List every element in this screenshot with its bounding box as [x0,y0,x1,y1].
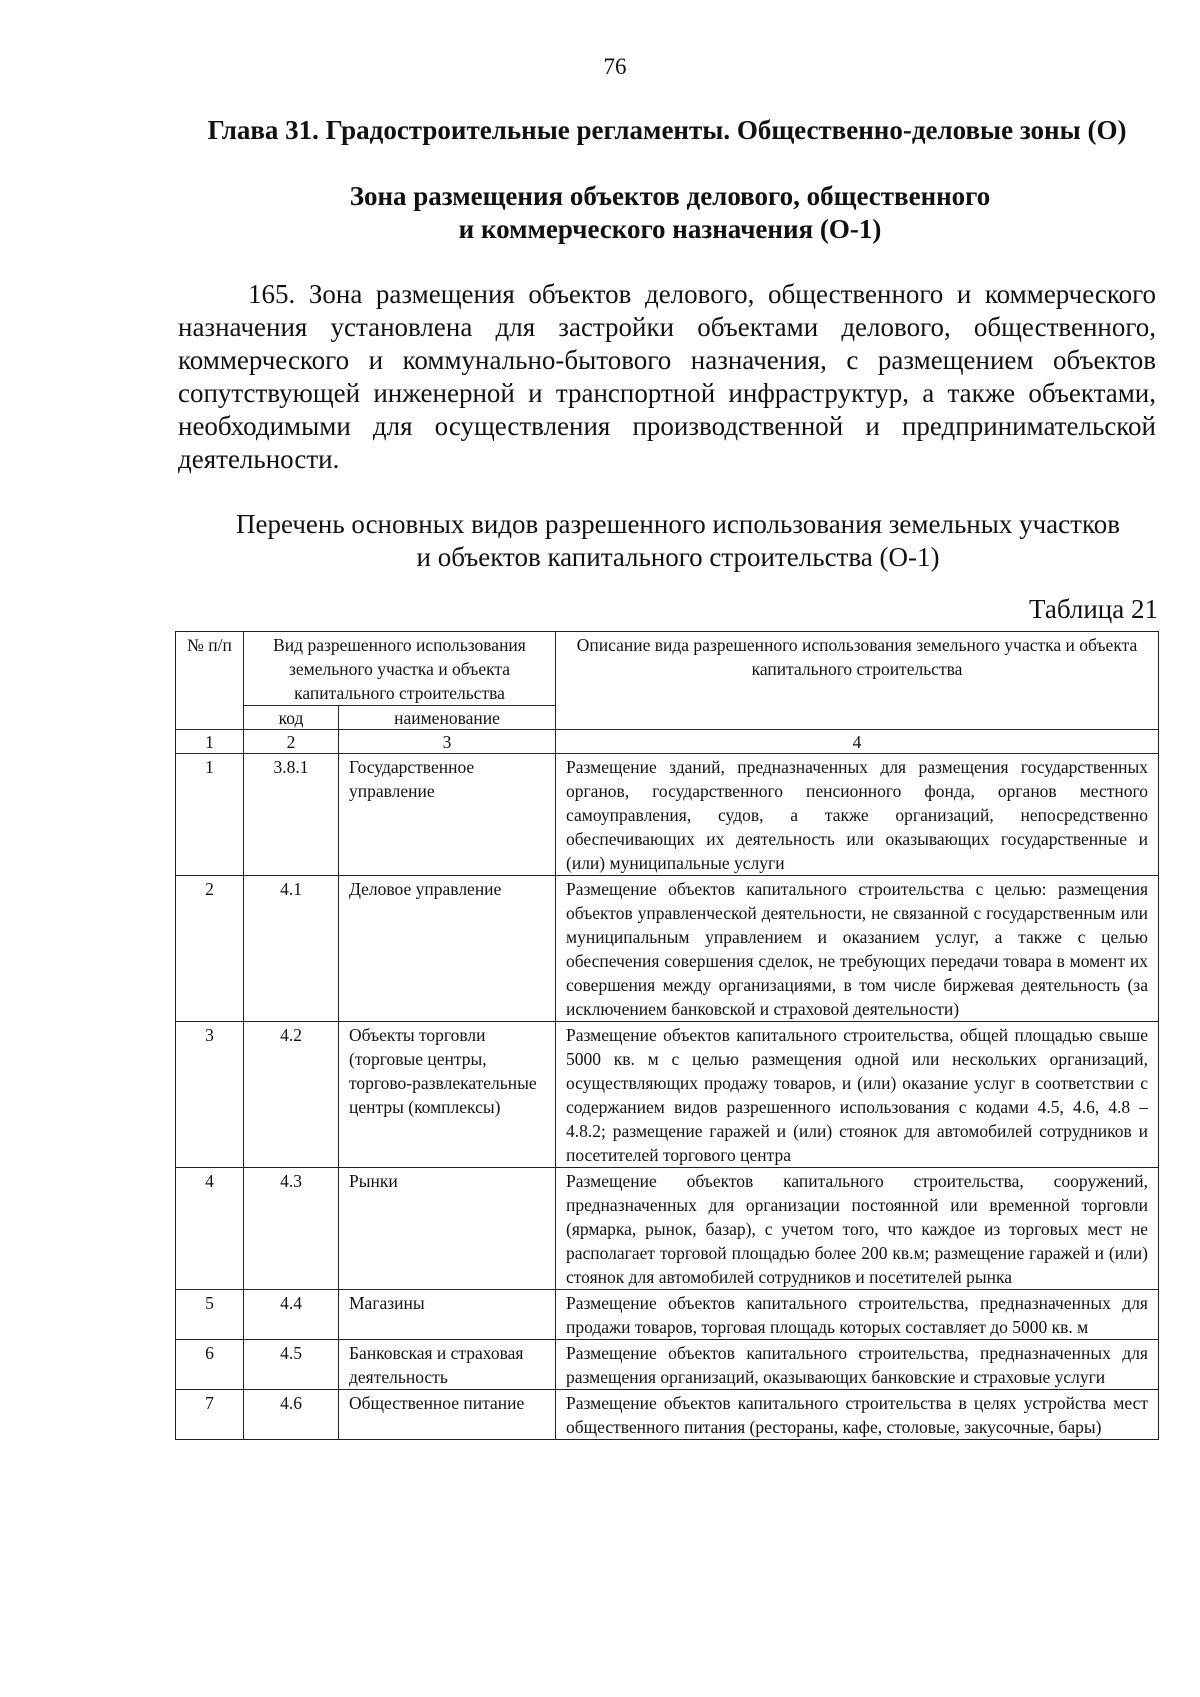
table-row [176,1022,1159,1168]
paragraph-text: Зона размещения объектов делового, общественного и коммерческого назначения установлена для застройки объектами делового, общественного, коммерческого и коммунально-бытового назначения, с размещением объектов сопутствующей инженерной и транспортной инфраструктур, а также объектами, необходимыми для осуществления производственной и предпринимательской деятельности. [178,279,1157,474]
row-description: Размещение зданий, предназначенных для размещения государственных органов, государственного пенсионного фонда, органов местного самоуправления, судов, а также организаций, непосредственно обеспечивающих их деятельность или оказывающих государственные и (или) муниципальные услуги [556,754,1159,876]
header-description: Описание вида разрешенного использования земельного участка и объекта капитального строительства [556,632,1159,730]
column-number: 1 [176,730,244,754]
row-code: 4.3 [244,1168,339,1290]
header-name: наименование [339,706,556,730]
row-num: 5 [176,1290,244,1340]
row-code: 4.2 [244,1022,339,1168]
row-num: 4 [176,1168,244,1290]
header-type: Вид разрешенного использования земельного участка и объекта капитального строительства [244,632,556,706]
row-num: 7 [176,1390,244,1440]
row-num: 1 [176,754,244,876]
table-row [176,1340,1159,1390]
column-number-row [176,730,1159,754]
row-code: 4.5 [244,1340,339,1390]
permitted-use-table [175,631,1159,1440]
zone-title [230,180,1110,246]
zone-title-line-1: Зона размещения объектов делового, общественного [349,181,991,211]
column-number: 2 [244,730,339,754]
row-description: Размещение объектов капитального строительства, предназначенных для размещения организаций, оказывающих банковские и страховые услуги [556,1340,1159,1390]
row-name: Магазины [339,1290,556,1340]
row-name: Объекты торговли (торговые центры, торгово-развлекательные центры (комплексы) [339,1022,556,1168]
column-number: 4 [556,730,1159,754]
table-row [176,1168,1159,1290]
list-title [178,508,1178,574]
row-code: 3.8.1 [244,754,339,876]
table-row [176,876,1159,1022]
row-code: 4.6 [244,1390,339,1440]
row-code: 4.1 [244,876,339,1022]
row-name: Банковская и страховая деятельность [339,1340,556,1390]
table-row [176,1390,1159,1440]
row-description: Размещение объектов капитального строительства с целью: размещения объектов управленческой деятельности, не связанной с государственным или муниципальным управлением и оказанием услуг, а также с целью обеспечения совершения сделок, не требующих передачи товара в момент их совершения между организациями, в том числе биржевая деятельность (за исключением банковской и страховой деятельности) [556,876,1159,1022]
page-number: 76 [603,54,627,79]
header-num: № п/п [176,632,244,730]
table-row [176,754,1159,876]
row-name: Рынки [339,1168,556,1290]
row-description: Размещение объектов капитального строительства, предназначенных для продажи товаров, торговая площадь которых составляет до 5000 кв. м [556,1290,1159,1340]
row-name: Государственное управление [339,754,556,876]
list-title-line-2: и объектов капитального строительства (О-1) [416,542,940,572]
row-code: 4.4 [244,1290,339,1340]
row-description: Размещение объектов капитального строительства, общей площадью свыше 5000 кв. м с целью размещения одной или нескольких организаций, осуществляющих продажу товаров, и (или) оказание услуг в соответствии с содержанием видов разрешенного использования с кодами 4.5, 4.6, 4.8 – 4.8.2; размещение гаражей и (или) стоянок для автомобилей сотрудников и посетителей торгового центра [556,1022,1159,1168]
table-row [176,1290,1159,1340]
zone-title-line-2: и коммерческого назначения (О-1) [458,214,882,244]
zone-description-paragraph [178,278,1156,476]
row-num: 2 [176,876,244,1022]
row-num: 3 [176,1022,244,1168]
row-name: Общественное питание [339,1390,556,1440]
column-number: 3 [339,730,556,754]
row-description: Размещение объектов капитального строительства, сооружений, предназначенных для организации постоянной или временной торговли (ярмарка, рынок, базар), с учетом того, что каждое из торговых мест не располагает торговой площадью более 200 кв.м; размещение гаражей и (или) стоянок для автомобилей сотрудников и посетителей рынка [556,1168,1159,1290]
row-description: Размещение объектов капитального строительства в целях устройства мест общественного питания (рестораны, кафе, столовые, закусочные, бары) [556,1390,1159,1440]
table-label: Таблица 21 [1029,594,1158,624]
chapter-title: Глава 31. Градостроительные регламенты. Общественно-деловые зоны (О) [207,115,1127,145]
row-name: Деловое управление [339,876,556,1022]
paragraph-number: 165. [248,279,296,309]
table-header-row [176,632,1159,706]
header-code: код [244,706,339,730]
list-title-line-1: Перечень основных видов разрешенного использования земельных участков [236,509,1120,539]
row-num: 6 [176,1340,244,1390]
